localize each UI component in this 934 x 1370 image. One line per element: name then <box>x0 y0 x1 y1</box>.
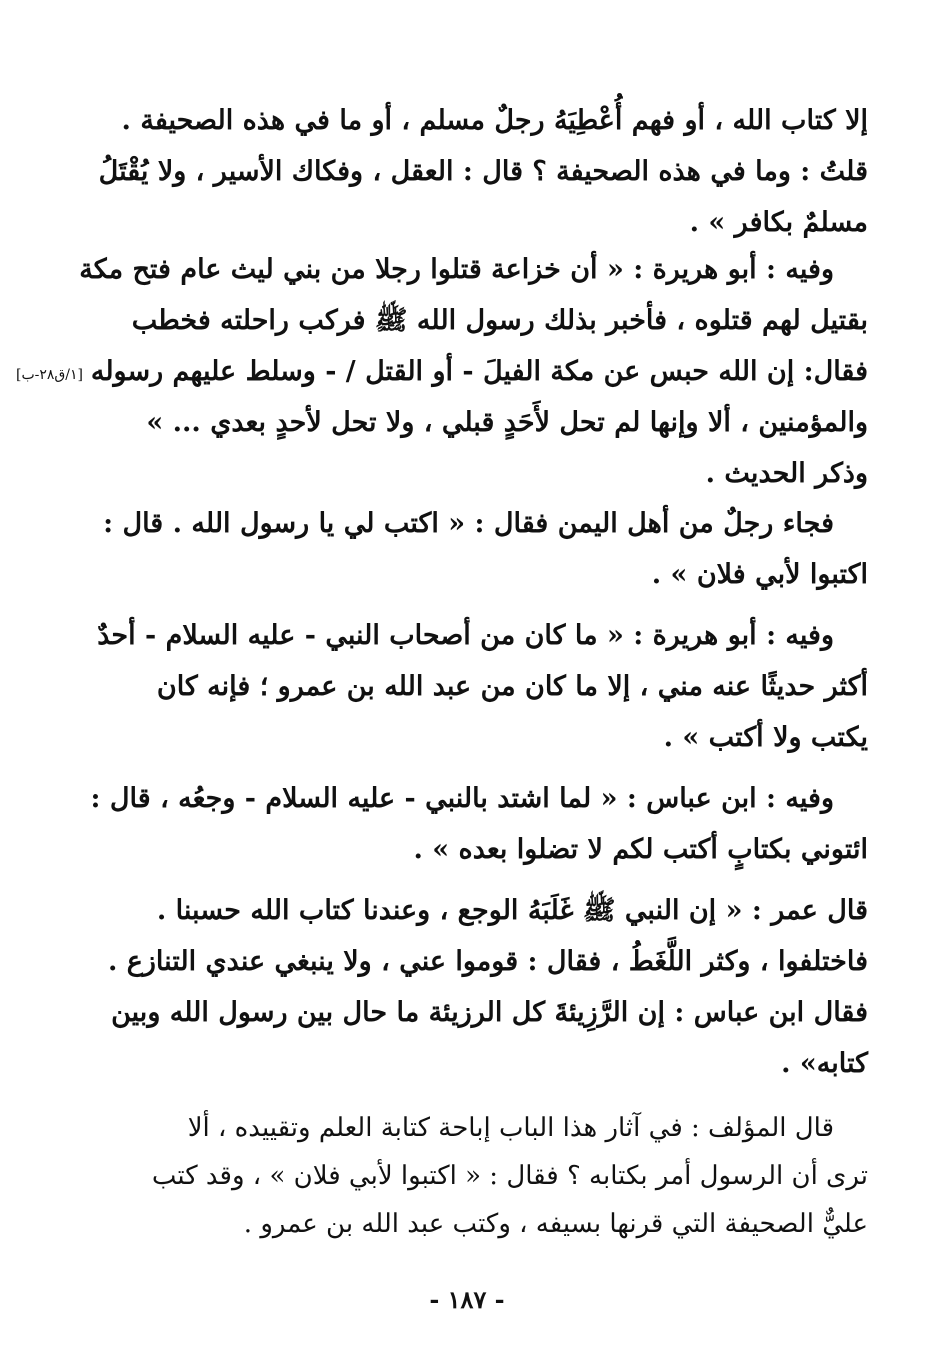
text-line: أكثر حديثًا عنه مني ، إلا ما كان من عبد الله بن عمرو ؛ فإنه كان <box>156 671 868 702</box>
text-line: وفيه : ابن عباس : « لما اشتد بالنبي - عليه السلام - وجعُه ، قال : <box>90 783 834 814</box>
text-line: وفيه : أبو هريرة : « أن خزاعة قتلوا رجلا من بني ليث عام فتح مكة <box>79 254 834 285</box>
margin-manuscript-reference: [١/ق٢٨-ب] <box>16 367 84 383</box>
text-line: يكتب ولا أكتب » . <box>663 722 868 753</box>
text-line: قلتُ : وما في هذه الصحيفة ؟ قال : العقل ، وفكاك الأسير ، ولا يُقْتَلُ <box>98 156 868 187</box>
text-line: وفيه : أبو هريرة : « ما كان من أصحاب النبي - عليه السلام - أحدٌ <box>97 620 834 651</box>
paragraph-6 <box>107 885 868 1089</box>
paragraph-3 <box>103 498 868 600</box>
text-line: ترى أن الرسول أمر بكتابه ؟ فقال : « اكتبوا لأبي فلان » ، وقد كتب <box>151 1161 868 1191</box>
paragraph-7-author-note <box>151 1104 868 1248</box>
text-line: فقال: إن الله حبس عن مكة الفيلَ - أو القتل / - وسلط عليهم رسوله <box>90 356 868 387</box>
text-line: بقتيل لهم قتلوه ، فأخبر بذلك رسول الله ﷺ فركب راحلته فخطب <box>131 305 868 336</box>
paragraph-5 <box>90 773 868 875</box>
page-number: - ١٨٧ - <box>429 1285 505 1314</box>
text-line: فاختلفوا ، وكثر اللَّغَطُ ، فقال : قوموا عني ، ولا ينبغي عندي التنازع . <box>107 946 868 977</box>
text-line: مسلمٌ بكافر » . <box>689 207 868 238</box>
text-line: وذكر الحديث . <box>705 458 868 489</box>
text-line: ائتوني بكتابٍ أكتب لكم لا تضلوا بعده » . <box>413 834 868 865</box>
text-line: قال المؤلف : في آثار هذا الباب إباحة كتابة العلم وتقييده ، ألا <box>187 1113 834 1143</box>
text-line: قال عمر : « إن النبي ﷺ غَلَبَهُ الوجع ، وعندنا كتاب الله حسبنا . <box>156 895 868 926</box>
paragraph-1 <box>98 95 868 248</box>
text-line: عليٌّ الصحيفة التي قرنها بسيفه ، وكتب عبد الله بن عمرو . <box>243 1209 868 1239</box>
text-line: والمؤمنين ، ألا وإنها لم تحل لأَحَدٍ قبلي ، ولا تحل لأحدٍ بعدي ... » <box>146 407 868 438</box>
paragraph-4 <box>97 610 868 763</box>
text-line: اكتبوا لأبي فلان » . <box>651 559 868 590</box>
text-line: كتابه» . <box>781 1048 868 1079</box>
paragraph-2 <box>79 244 868 499</box>
text-line: فقال ابن عباس : إن الرَّزِيئةَ كل الرزيئة ما حال بين رسول الله وبين <box>111 997 868 1028</box>
text-line: فجاء رجلٌ من أهل اليمن فقال : « اكتب لي يا رسول الله . قال : <box>103 508 834 539</box>
text-line: إلا كتاب الله ، أو فهم أُعْطِيَهُ رجلٌ مسلم ، أو ما في هذه الصحيفة . <box>121 105 868 136</box>
